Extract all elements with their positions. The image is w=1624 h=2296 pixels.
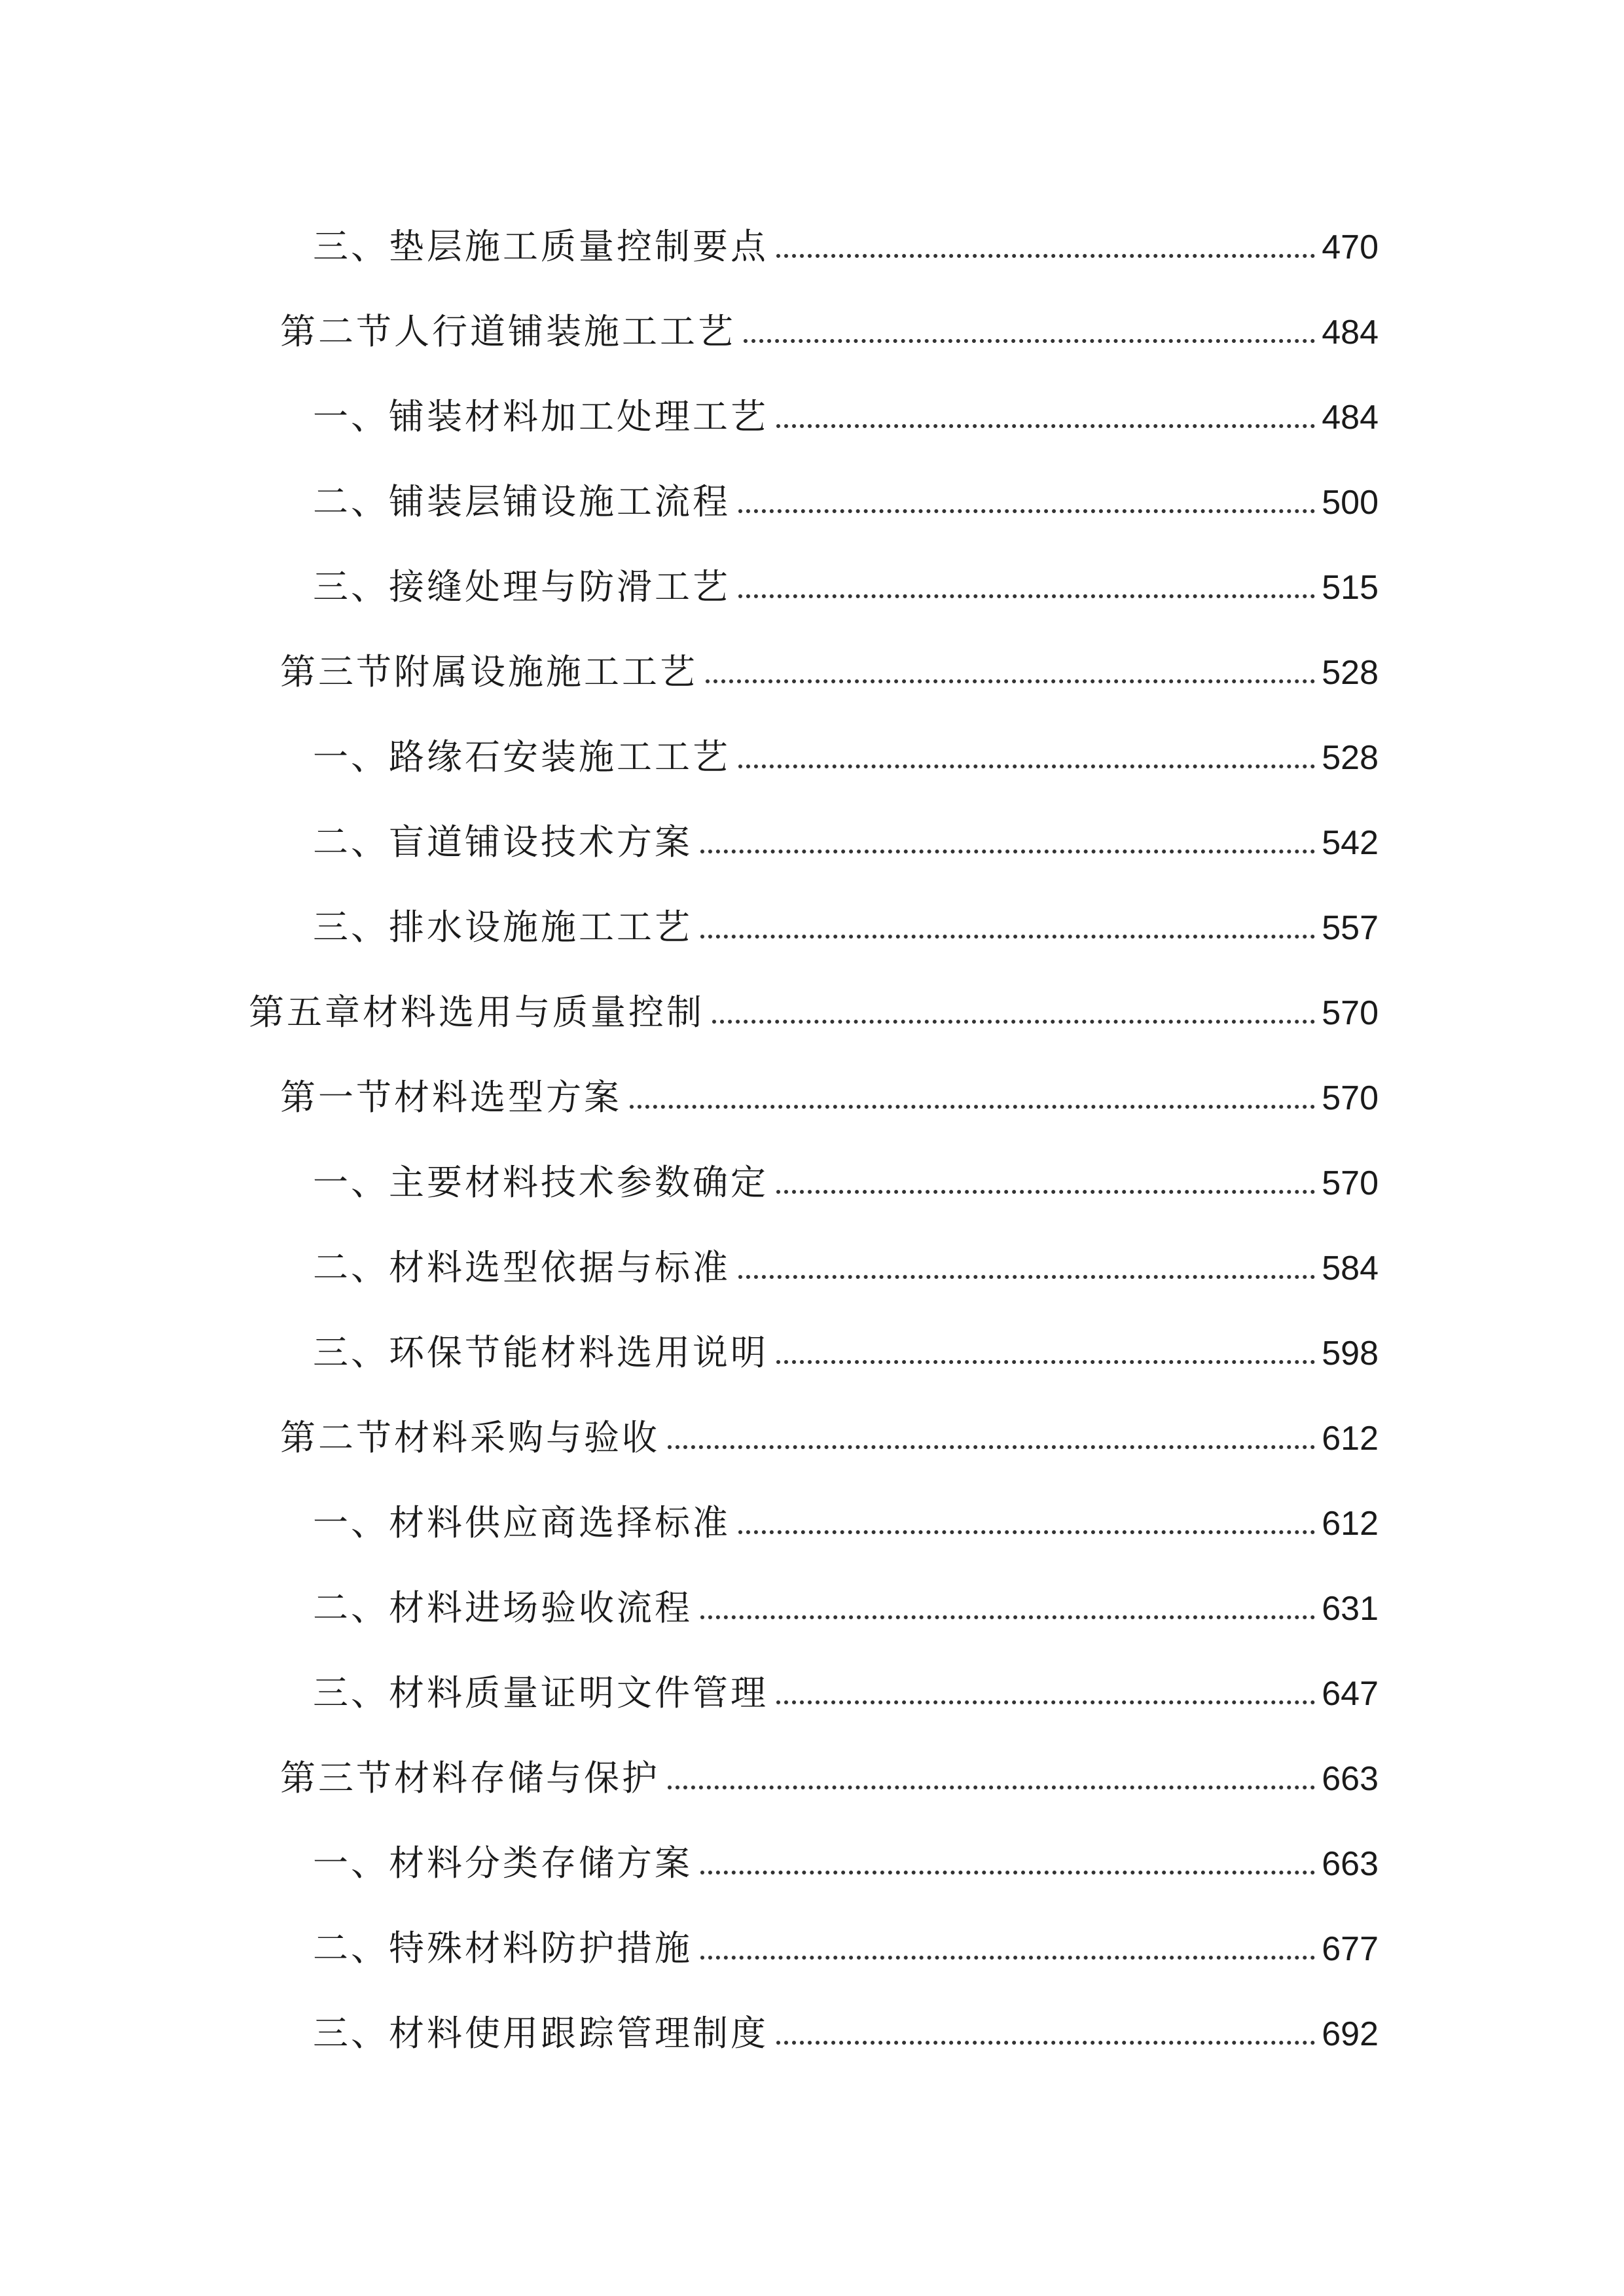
toc-entry[interactable]	[280, 1741, 1379, 1800]
toc-entry-title: 二、特殊材料防护措施	[313, 1928, 693, 1969]
toc-entry[interactable]	[313, 380, 1379, 439]
toc-entry-title: 第一节材料选型方案	[280, 1077, 622, 1118]
toc-entry[interactable]	[280, 1401, 1379, 1460]
toc-entry[interactable]	[313, 1230, 1379, 1289]
toc-page-number: 570	[1322, 1079, 1379, 1117]
toc-page-number: 631	[1322, 1590, 1379, 1628]
dot-leader	[630, 1105, 1315, 1109]
dot-leader	[700, 935, 1315, 939]
toc-entry[interactable]	[313, 805, 1379, 864]
toc-entry[interactable]	[313, 550, 1379, 609]
toc-entry[interactable]	[313, 1911, 1379, 1970]
dot-leader	[776, 1360, 1315, 1364]
toc-entry[interactable]	[280, 1060, 1379, 1119]
toc-page-number: 584	[1322, 1249, 1379, 1287]
toc-entry[interactable]	[313, 1656, 1379, 1715]
dot-leader	[738, 1275, 1315, 1279]
toc-entry[interactable]	[313, 465, 1379, 524]
dot-leader	[738, 1530, 1315, 1534]
toc-page-number: 470	[1322, 228, 1379, 266]
toc-entry-title: 一、材料供应商选择标准	[313, 1502, 731, 1543]
toc-entry-title: 三、材料使用跟踪管理制度	[313, 2013, 768, 2054]
toc-page-number: 484	[1322, 314, 1379, 351]
toc-entry[interactable]	[280, 635, 1379, 694]
toc-entry[interactable]	[280, 295, 1379, 353]
toc-page-number: 647	[1322, 1675, 1379, 1713]
toc-entry-title: 一、主要材料技术参数确定	[313, 1162, 768, 1203]
dot-leader	[700, 1615, 1315, 1619]
toc-page-number: 557	[1322, 909, 1379, 947]
toc-page-number: 484	[1322, 399, 1379, 437]
toc-entry-title: 三、垫层施工质量控制要点	[313, 226, 768, 267]
toc-page-number: 570	[1322, 994, 1379, 1032]
toc-page-number: 500	[1322, 484, 1379, 522]
toc-entry-title: 三、环保节能材料选用说明	[313, 1332, 768, 1373]
toc-page-number: 612	[1322, 1420, 1379, 1458]
toc-entry[interactable]	[313, 1486, 1379, 1545]
toc-entry[interactable]	[313, 890, 1379, 949]
toc-entry-title: 第五章材料选用与质量控制	[249, 992, 704, 1033]
toc-page-number: 542	[1322, 824, 1379, 862]
toc-entry[interactable]	[313, 1996, 1379, 2055]
toc-entry[interactable]	[249, 975, 1379, 1034]
toc-page-number: 663	[1322, 1845, 1379, 1883]
toc-entry-title: 二、盲道铺设技术方案	[313, 821, 693, 863]
toc-page-number: 515	[1322, 569, 1379, 607]
dot-leader	[744, 339, 1315, 343]
toc-entry-title: 一、铺装材料加工处理工艺	[313, 396, 768, 437]
toc-page-number: 528	[1322, 654, 1379, 692]
toc-entry-title: 第二节人行道铺装施工工艺	[280, 311, 736, 352]
dot-leader	[668, 1785, 1315, 1789]
dot-leader	[738, 509, 1315, 513]
dot-leader	[738, 594, 1315, 598]
toc-page-number: 598	[1322, 1335, 1379, 1372]
dot-leader	[738, 764, 1315, 768]
toc-page-number: 663	[1322, 1760, 1379, 1798]
toc-entry[interactable]	[313, 1316, 1379, 1374]
toc-entry[interactable]	[313, 720, 1379, 779]
dot-leader	[776, 2041, 1315, 2045]
toc-entry-title: 第二节材料采购与验收	[280, 1417, 660, 1458]
toc-entry[interactable]	[313, 1826, 1379, 1885]
dot-leader	[668, 1445, 1315, 1449]
toc-entry[interactable]	[313, 1145, 1379, 1204]
toc-entry-title: 第三节材料存储与保护	[280, 1757, 660, 1799]
toc-page-number: 528	[1322, 739, 1379, 777]
dot-leader	[776, 424, 1315, 428]
toc-entry-title: 一、路缘石安装施工工艺	[313, 736, 731, 778]
toc-entry-title: 二、材料选型依据与标准	[313, 1247, 731, 1288]
dot-leader	[700, 1956, 1315, 1960]
toc-entry[interactable]	[313, 209, 1379, 268]
dot-leader	[700, 850, 1315, 853]
toc-entry-title: 二、材料进场验收流程	[313, 1587, 693, 1628]
toc-entry-title: 一、材料分类存储方案	[313, 1842, 693, 1884]
dot-leader	[712, 1020, 1315, 1024]
toc-entry-title: 三、接缝处理与防滑工艺	[313, 566, 731, 607]
toc-page-number: 612	[1322, 1505, 1379, 1543]
dot-leader	[776, 254, 1315, 258]
toc-entry-title: 三、排水设施施工工艺	[313, 906, 693, 948]
toc-entry-title: 三、材料质量证明文件管理	[313, 1672, 768, 1713]
toc-entry[interactable]	[313, 1571, 1379, 1630]
toc-entry-title: 二、铺装层铺设施工流程	[313, 481, 731, 522]
dot-leader	[776, 1190, 1315, 1194]
dot-leader	[706, 679, 1315, 683]
toc-entry-title: 第三节附属设施施工工艺	[280, 651, 698, 692]
toc-page-number: 570	[1322, 1164, 1379, 1202]
toc-page-number: 677	[1322, 1930, 1379, 1968]
dot-leader	[776, 1700, 1315, 1704]
toc-page-number: 692	[1322, 2015, 1379, 2053]
dot-leader	[700, 1871, 1315, 1874]
